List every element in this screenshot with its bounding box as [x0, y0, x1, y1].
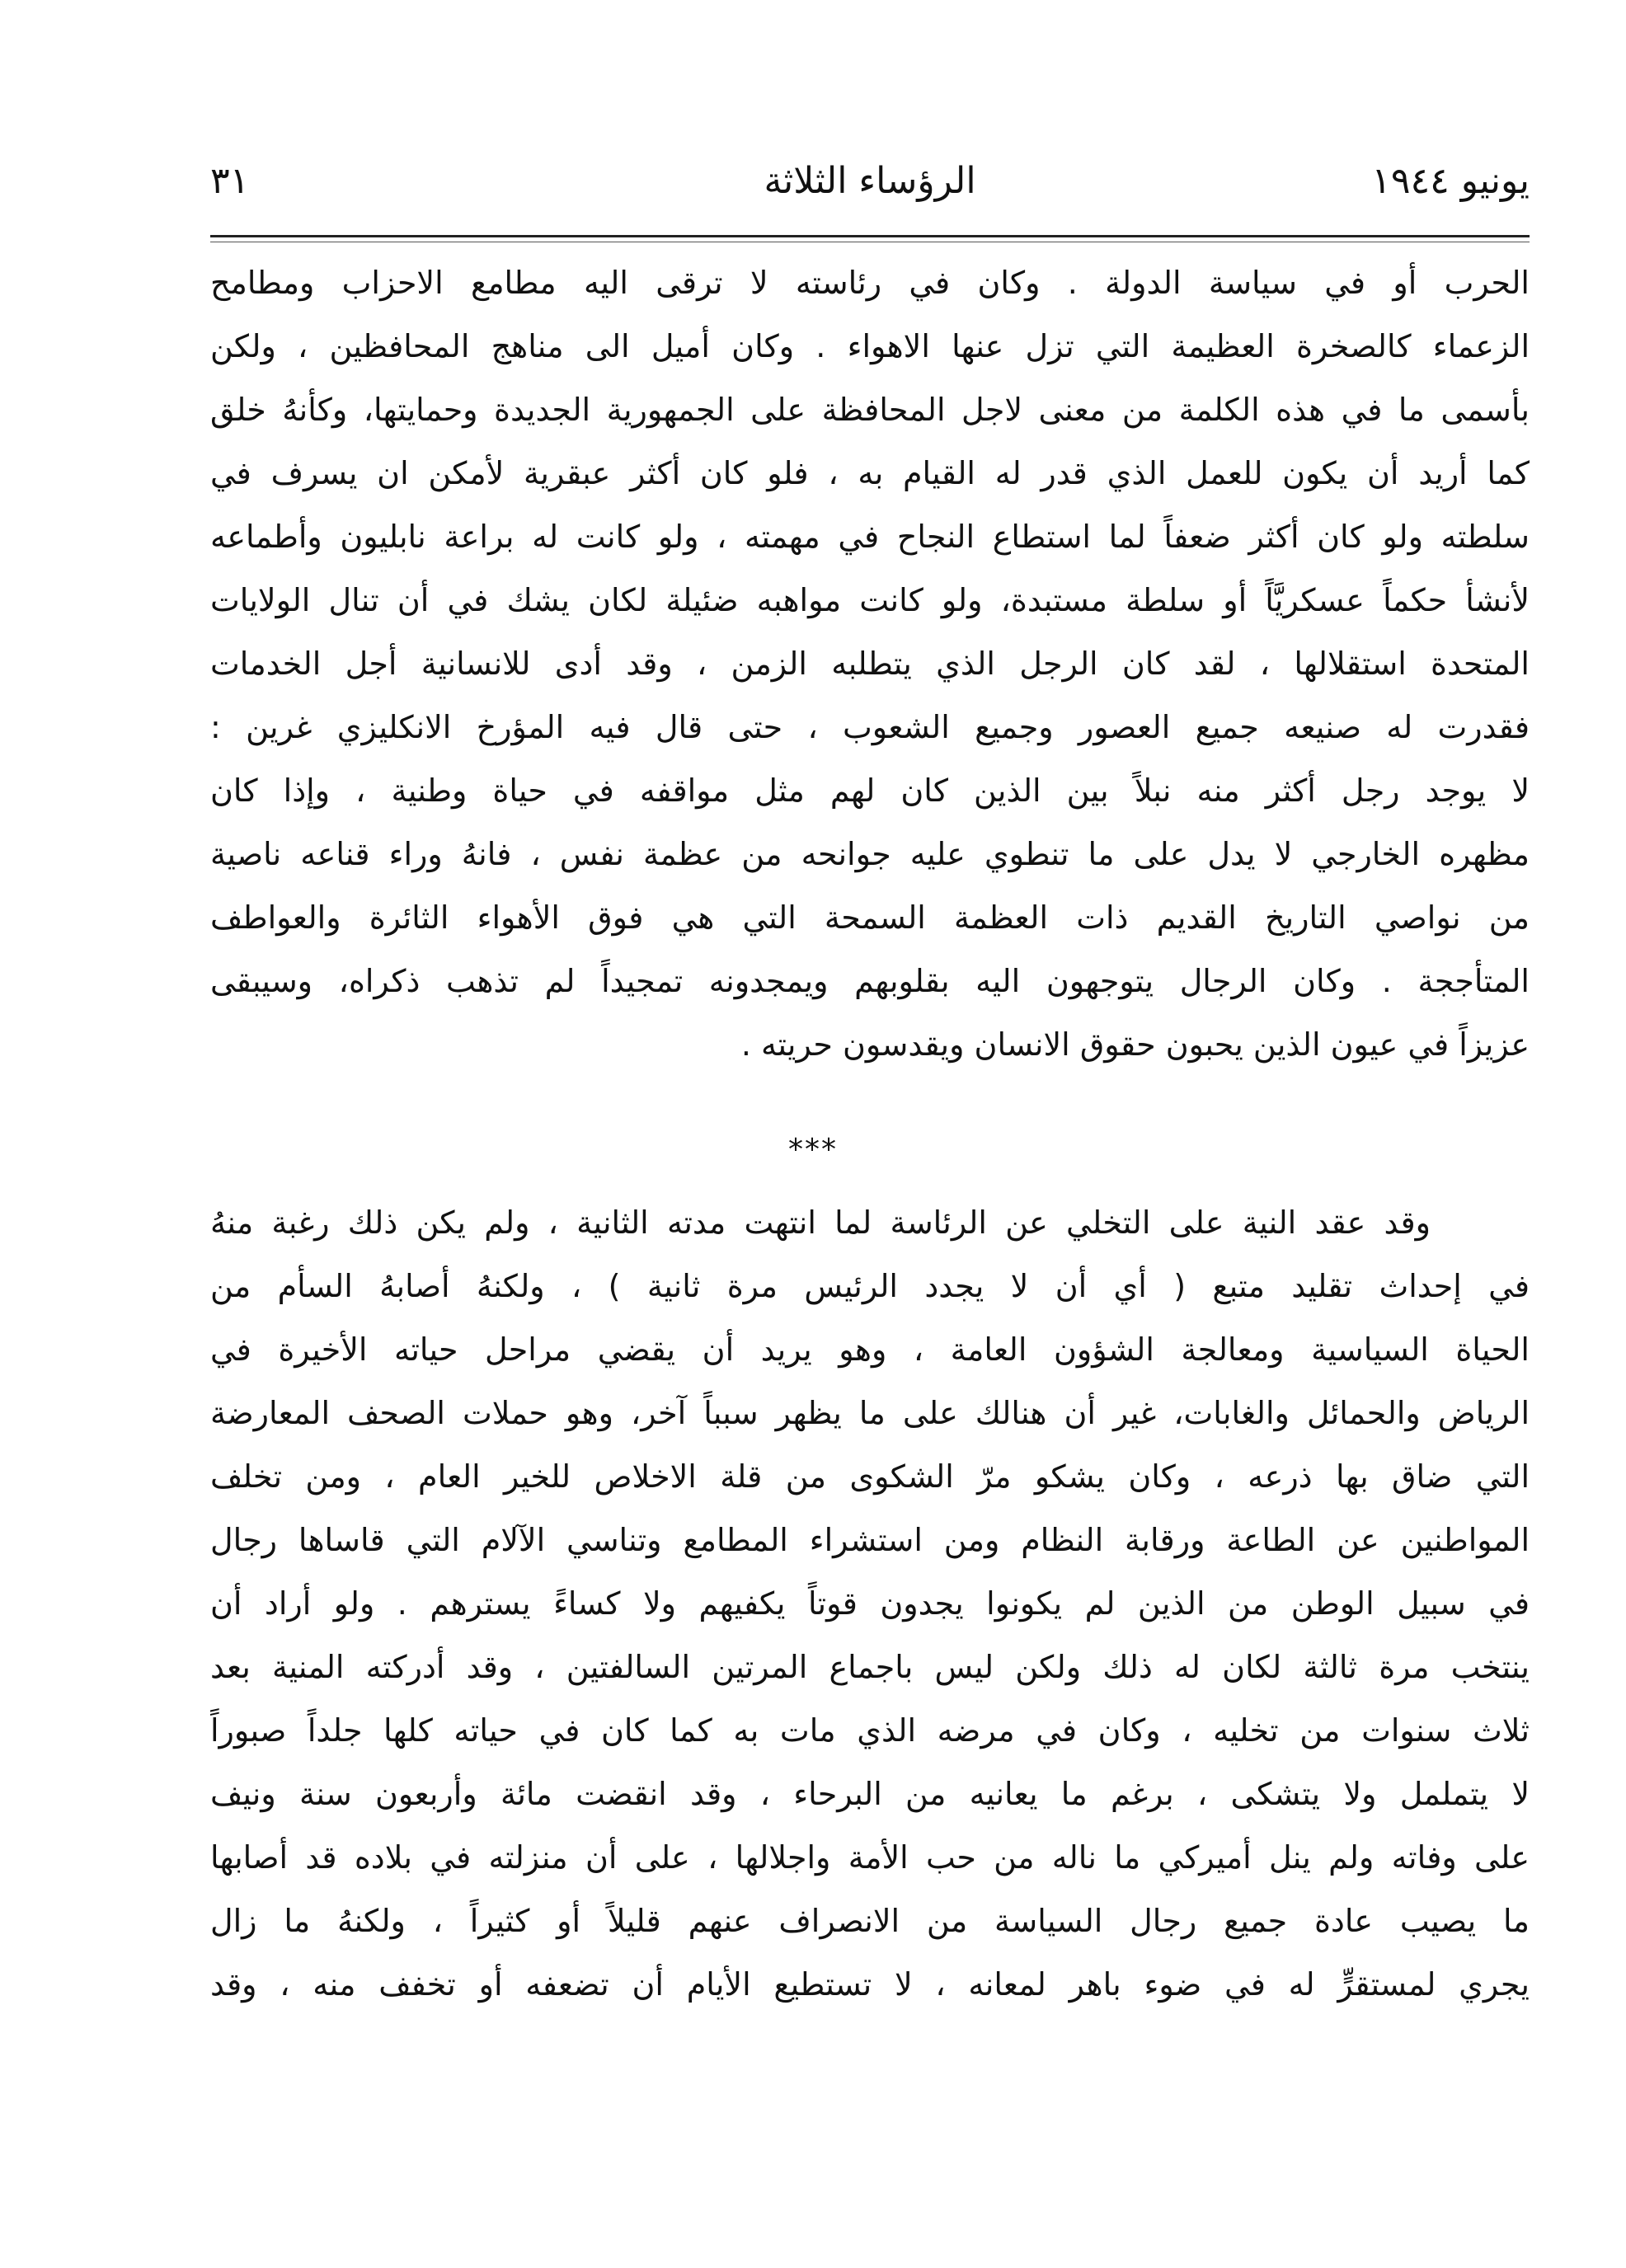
text-line: التي ضاق بها ذرعه ، وكان يشكو مرّ الشكوى من قلة الاخلاص للخير العام ، ومن تخلف — [210, 1458, 1530, 1495]
text-line: المتحدة استقلالها ، لقد كان الرجل الذي يتطلبه الزمن ، وقد أدى للانسانية أجل الخدمات — [210, 646, 1530, 682]
text-line: كما أريد أن يكون للعمل الذي قدر له القيام به ، فلو كان أكثر عبقرية لأمكن ان يسرف في — [210, 455, 1530, 491]
text-line: من نواصي التاريخ القديم ذات العظمة السمحة التي هي فوق الأهواء الثائرة والعواطف — [210, 899, 1530, 936]
text-line: لأنشأ حكماً عسكريَّاً أو سلطة مستبدة، ولو كانت مواهبه ضئيلة لكان يشك في أن تنال الولايات — [210, 582, 1530, 618]
paragraph-2 — [210, 1191, 1530, 2017]
header-rule — [210, 235, 1530, 237]
header-title: الرؤساء الثلاثة — [764, 160, 976, 202]
page-number: ٣١ — [210, 160, 250, 202]
text-line: الزعماء كالصخرة العظيمة التي تزل عنها الاهواء . وكان أميل الى مناهج المحافظين ، ولكن — [210, 328, 1530, 364]
text-line: عزيزاً في عيون الذين يحبون حقوق الانسان ويقدسون حريته . — [740, 1026, 1530, 1063]
text-line: على وفاته ولم ينل أميركي ما ناله من حب الأمة واجلالها ، على أن منزلته في بلاده قد أصابها — [210, 1839, 1530, 1876]
text-line: المواطنين عن الطاعة ورقابة النظام ومن استشراء المطامع وتناسي الآلام التي قاساها رجال — [210, 1522, 1530, 1558]
text-line: في سبيل الوطن من الذين لم يكونوا يجدون قوتاً يكفيهم ولا كساءً يسترهم . ولو أراد أن — [210, 1585, 1530, 1622]
text-line: بأسمى ما في هذه الكلمة من معنى لاجل المحافظة على الجمهورية الجديدة وحمايتها، وكأنهُ خلق — [210, 392, 1530, 428]
page-header — [210, 148, 1530, 214]
text-line: وقد عقد النية على التخلي عن الرئاسة لما انتهت مدته الثانية ، ولم يكن ذلك رغبة منهُ — [210, 1204, 1431, 1241]
text-line: الحرب أو في سياسة الدولة . وكان في رئاسته لا ترقى اليه مطامع الاحزاب ومطامح — [210, 265, 1530, 301]
paragraph-1 — [210, 251, 1530, 1077]
text-line: يجري لمستقرٍّ له في ضوء باهر لمعانه ، لا تستطيع الأيام أن تضعفه أو تخفف منه ، وقد — [210, 1966, 1530, 2003]
text-line: ينتخب مرة ثالثة لكان له ذلك ولكن ليس باجماع المرتين السالفتين ، وقد أدركته المنية بعد — [210, 1649, 1530, 1685]
text-line: مظهره الخارجي لا يدل على ما تنطوي عليه جوانحه من عظمة نفس ، فانهُ وراء قناعه ناصية — [210, 836, 1530, 872]
text-line: لا يوجد رجل أكثر منه نبلاً بين الذين كان لهم مثل مواقفه في حياة وطنية ، وإذا كان — [210, 772, 1530, 809]
text-line: لا يتململ ولا يتشكى ، برغم ما يعانيه من البرحاء ، وقد انقضت مائة وأربعون سنة ونيف — [210, 1776, 1530, 1812]
text-line: في إحداث تقليد متبع ( أي أن لا يجدد الرئيس مرة ثانية ) ، ولكنهُ أصابهُ السأم من — [210, 1268, 1530, 1304]
text-line: المتأججة . وكان الرجال يتوجهون اليه بقلوبهم ويمجدونه تمجيداً لم تذهب ذكراه، وسيبقى — [210, 963, 1530, 999]
text-line: ما يصيب عادة جميع رجال السياسة من الانصراف عنهم قليلاً أو كثيراً ، ولكنهُ ما زال — [210, 1903, 1530, 1939]
text-line: فقدرت له صنيعه جميع العصور وجميع الشعوب ، حتى قال فيه المؤرخ الانكليزي غرين : — [210, 709, 1530, 745]
text-line: الرياض والحمائل والغابات، غير أن هنالك على ما يظهر سبباً آخر، وهو حملات الصحف المعارضة — [210, 1395, 1530, 1431]
text-line: الحياة السياسية ومعالجة الشؤون العامة ، وهو يريد أن يقضي مراحل حياته الأخيرة في — [210, 1331, 1530, 1368]
header-date: يونيو ١٩٤٤ — [1371, 160, 1530, 202]
text-line: سلطته ولو كان أكثر ضعفاً لما استطاع النجاح في مهمته ، ولو كانت له براعة نابليون وأطماعه — [210, 519, 1530, 555]
section-separator: *** — [788, 1133, 838, 1167]
text-line: ثلاث سنوات من تخليه ، وكان في مرضه الذي مات به كما كان في حياته كلها جلداً صبوراً — [210, 1712, 1530, 1749]
